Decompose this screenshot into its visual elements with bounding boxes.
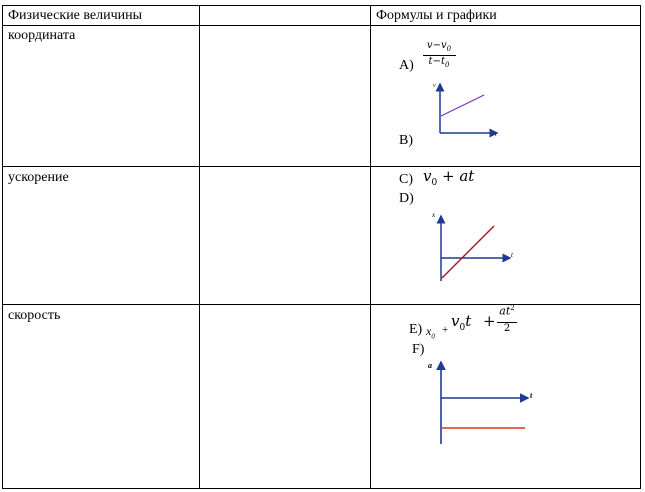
option-d-y-label: x xyxy=(432,211,436,219)
table-border-top xyxy=(2,5,641,6)
table-border-bottom xyxy=(2,488,641,489)
option-e-frac-den: 2 xyxy=(503,323,511,334)
option-d-x-label: t xyxy=(511,251,513,259)
table-border-left xyxy=(2,5,3,489)
col-divider-1 xyxy=(199,5,200,489)
row-divider-1 xyxy=(2,166,641,167)
option-a-label: A) xyxy=(399,58,414,73)
option-d-plot-line xyxy=(442,226,494,278)
option-e-plus: + xyxy=(442,324,449,336)
option-e-plus2: + xyxy=(483,312,496,330)
header-divider xyxy=(2,25,641,26)
option-e-frac-num: $at^2$ xyxy=(499,304,515,318)
header-formulas: Формулы и графики xyxy=(376,8,497,23)
option-e-v0t: $v_0t$ xyxy=(451,312,472,333)
option-a-denominator: $t-t_0$ xyxy=(428,56,450,69)
col-divider-2 xyxy=(370,5,371,489)
option-e-label: E) xyxy=(409,322,423,337)
option-d-label: D) xyxy=(399,191,414,206)
option-b-y-label: v xyxy=(433,83,436,89)
option-c-label: C) xyxy=(399,172,413,187)
option-b-graph xyxy=(425,78,505,140)
option-b-x-label: t xyxy=(495,132,497,138)
option-f-label: F) xyxy=(412,342,425,357)
row-label-acceleration: ускорение xyxy=(8,170,69,185)
option-f-y-label: a xyxy=(428,361,432,370)
header-quantities: Физические величины xyxy=(8,8,143,23)
row-label-coordinate: координата xyxy=(8,28,76,43)
option-b-label: B) xyxy=(399,133,413,148)
row-label-velocity: скорость xyxy=(8,308,61,323)
option-a-numerator: $v-v_0$ xyxy=(426,40,452,53)
option-f-graph xyxy=(424,356,544,448)
option-e-x0: $x_0$ xyxy=(426,324,435,341)
table-border-right xyxy=(640,5,641,489)
row-divider-2 xyxy=(2,304,641,305)
option-b-plot-line xyxy=(441,95,484,116)
option-c-expression: $v_0$ + at xyxy=(423,167,475,188)
option-f-x-label: t xyxy=(530,391,533,400)
option-d-graph xyxy=(428,208,520,288)
